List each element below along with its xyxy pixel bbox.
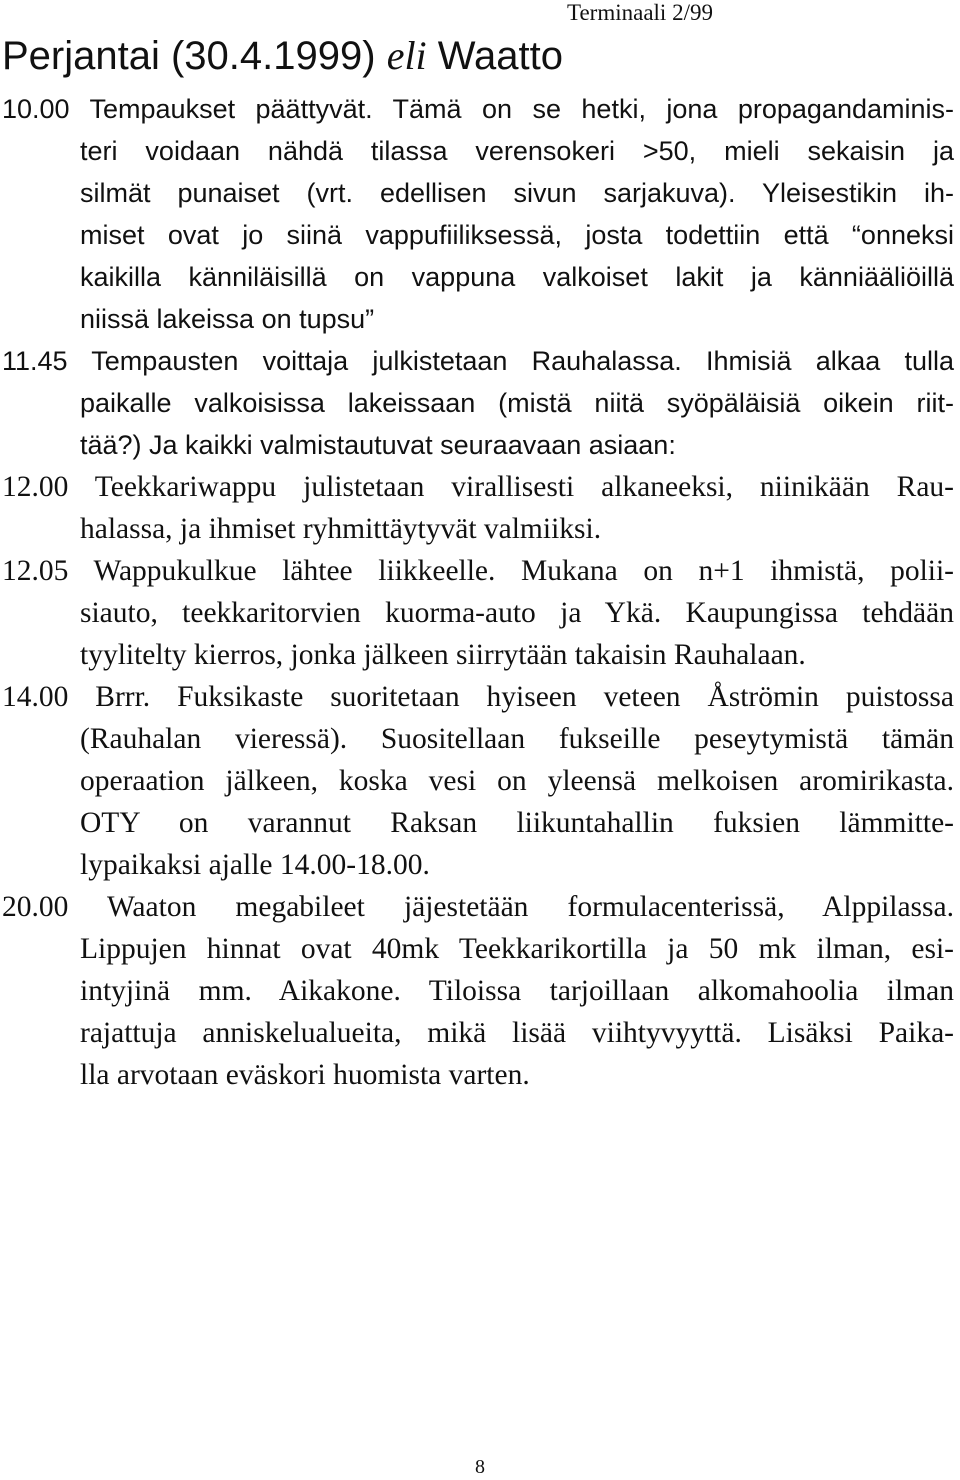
page-number: 8 — [475, 1456, 485, 1478]
entry-line: niissä lakeissa on tupsu” — [80, 304, 375, 334]
title-prefix: Perjantai (30.4.1999) — [2, 34, 387, 78]
page-title — [2, 32, 563, 80]
entry-line: 20.00 Waaton megabileet jäjestetään formulacenterissä, Alppilassa. — [2, 891, 954, 923]
entry-line: silmät punaiset (vrt. edellisen sivun sarjakuva). Yleisestikin ih- — [80, 178, 954, 208]
entry-line: lypaikaksi ajalle 14.00-18.00. — [80, 849, 430, 881]
entry-line: 11.45 Tempausten voittaja julkistetaan Rauhalassa. Ihmisiä alkaa tulla — [2, 346, 954, 376]
entry-line: miset ovat jo siinä vappufiiliksessä, josta todettiin että “onneksi — [80, 220, 954, 250]
running-header-text: Terminaali 2/99 — [567, 0, 713, 25]
entry-line: kaikilla känniläisillä on vappuna valkoiset lakit ja känniääliöillä — [80, 262, 954, 292]
entry-line: (Rauhalan vieressä). Suositellaan fukseille peseytymistä tämän — [80, 723, 954, 755]
entry-line: intyjinä mm. Aikakone. Tiloissa tarjoillaan alkomahoolia ilman — [80, 975, 954, 1007]
entry-line: 10.00 Tempaukset päättyvät. Tämä on se hetki, jona propagandaminis- — [2, 94, 954, 124]
entry-line: tää?) Ja kaikki valmistautuvat seuraavaan asiaan: — [80, 430, 676, 460]
entry-line: OTY on varannut Raksan liikuntahallin fuksien lämmitte- — [80, 807, 954, 839]
entry-line: siauto, teekkaritorvien kuorma-auto ja Ykä. Kaupungissa tehdään — [80, 597, 954, 629]
entry-line: Lippujen hinnat ovat 40mk Teekkarikortilla ja 50 mk ilman, esi- — [80, 933, 954, 965]
running-header — [0, 0, 960, 26]
entry-line: paikalle valkoisissa lakeissaan (mistä niitä syöpäläisiä oikein riit- — [80, 388, 954, 418]
entry-line: rajattuja anniskelualueita, mikä lisää viihtyvyyttä. Lisäksi Paika- — [80, 1017, 954, 1049]
entry-line: 12.05 Wappukulkue lähtee liikkeelle. Mukana on n+1 ihmistä, polii- — [2, 555, 954, 587]
entry-line: 14.00 Brrr. Fuksikaste suoritetaan hyiseen veteen Åströmin puistossa — [2, 681, 954, 713]
entry-line: lla arvotaan eväskori huomista varten. — [80, 1059, 530, 1091]
entry-line: halassa, ja ihmiset ryhmittäytyvät valmiiksi. — [80, 513, 602, 545]
title-emphasis: eli — [386, 33, 427, 78]
entry-line: 12.00 Teekkariwappu julistetaan virallisesti alkaneeksi, niinikään Rau- — [2, 471, 954, 503]
entry-line: operaation jälkeen, koska vesi on yleensä melkoisen aromirikasta. — [80, 765, 954, 797]
entry-line: tyylitelty kierros, jonka jälkeen siirrytään takaisin Rauhalaan. — [80, 639, 806, 671]
title-suffix: Waatto — [426, 34, 564, 78]
entry-line: teri voidaan nähdä tilassa verensokeri >50, mieli sekaisin ja — [80, 136, 954, 166]
